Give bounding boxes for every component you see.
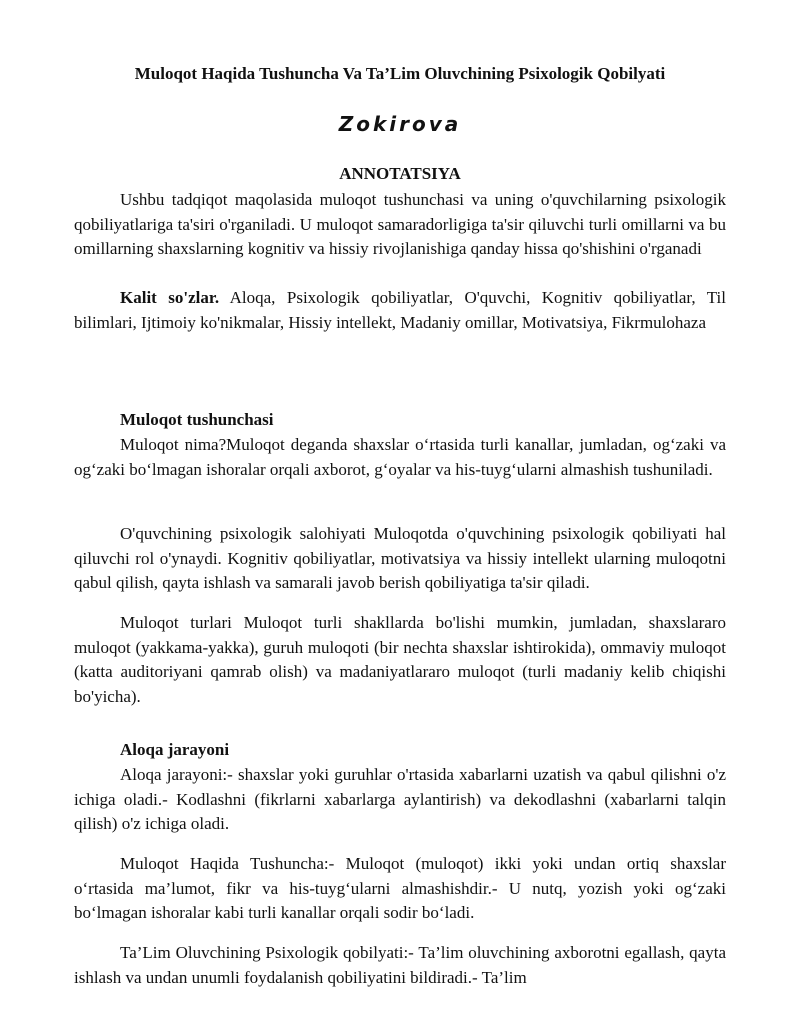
keywords-paragraph xyxy=(74,286,726,335)
author-name: Zokirova xyxy=(338,112,462,136)
section-heading-process: Aloqa jarayoni xyxy=(120,740,230,759)
paragraph-concept-definition: Muloqot Haqida Tushuncha:- Muloqot (muloqot) ikki yoki undan ortiq shaxslar o‘rtasida ma’lumot, fikr va his-tuyg‘ularni almashishdir.- U nutq, yozish yoki og‘zaki bo‘lmagan ishoralar kabi turli kanallar orqali sodir bo‘ladi. xyxy=(74,854,726,922)
paper-title: Muloqot Haqida Tushuncha Va Ta’Lim Oluvchining Psixologik Qobilyati xyxy=(134,64,666,83)
abstract-heading: ANNOTATSIYA xyxy=(339,164,461,183)
section-heading-concept: Muloqot tushunchasi xyxy=(120,410,274,429)
paragraph-what-is-communication: Muloqot nima?Muloqot deganda shaxslar o‘rtasida turli kanallar, jumladan, og‘zaki va og‘zaki bo‘lmagan ishoralar orqali axborot, g‘oyalar va his-tuyg‘ularni almashish tushuniladi. xyxy=(74,435,726,479)
paragraph-communication-types: Muloqot turlari Muloqot turli shakllarda bo'lishi mumkin, jumladan, shaxslararo muloqot (yakkama-yakka), guruh muloqoti (bir nechta shaxslar ishtirokida), ommaviy muloqot (katta auditoriyani qamrab olish) va madaniyatlararo muloqot (turli madaniy kelib chiqishi bo'yicha). xyxy=(74,613,726,706)
abstract-paragraph: Ushbu tadqiqot maqolasida muloqot tushunchasi va uning o'quvchilarning psixologik qobiliyatlariga ta'siri o'rganiladi. U muloqot samaradorligiga ta'sir qiluvchi turli omillarni va bu omillarning shaxslarning kognitiv va hissiy rivojlanishiga qanday hissa qo'shishini o'rganadi xyxy=(74,190,726,258)
keywords-label: Kalit so'zlar. xyxy=(120,288,220,307)
paragraph-learner-ability: Ta’Lim Oluvchining Psixologik qobilyati:- Ta’lim oluvchining axborotni egallash, qayta ishlash va undan unumli foydalanish qobiliyatini bildiradi.- Ta’lim xyxy=(74,943,726,987)
keywords-text: Aloqa, Psixologik qobiliyatlar, O'quvchi, Kognitiv qobiliyatlar, Til bilimlari, Ijtimoiy ko'nikmalar, Hissiy intellekt, Madaniy omillar, Motivatsiya, Fikrmulohaza xyxy=(74,288,726,332)
paragraph-process: Aloqa jarayoni:- shaxslar yoki guruhlar o'rtasida xabarlarni uzatish va qabul qilishni o'z ichiga oladi.- Kodlashni (fikrlarni xabarlarga aylantirish) va dekodlashni (xabarlarni talqin qilish) o'z ichiga oladi. xyxy=(74,765,726,833)
paragraph-psychological-potential: O'quvchining psixologik salohiyati Muloqotda o'quvchining psixologik qobiliyati hal qiluvchi rol o'ynaydi. Kognitiv qobiliyatlar, motivatsiya va hissiy intellekt ularning muloqotni qabul qilish, qayta ishlash va samarali javob berish qobiliyatiga ta'sir qiladi. xyxy=(74,524,726,592)
